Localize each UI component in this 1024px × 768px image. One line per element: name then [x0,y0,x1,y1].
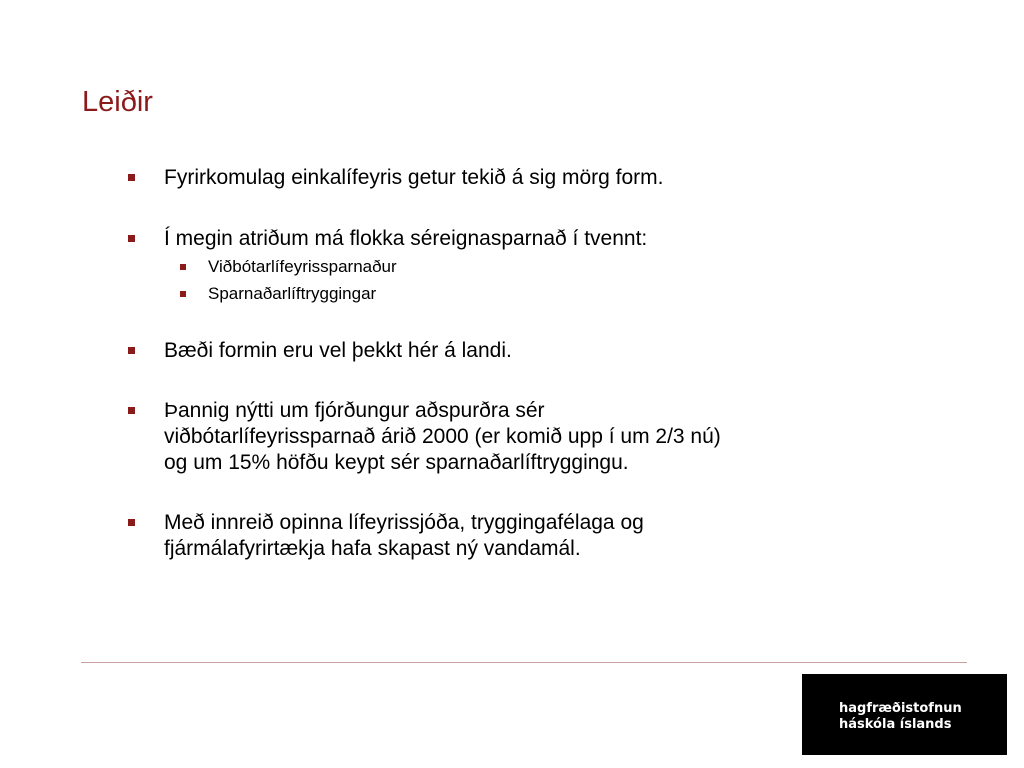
institution-logo [802,674,1007,755]
sub-bullet-text: Sparnaðarlíftryggingar [208,284,377,303]
slide-title: Leiðir [82,86,153,118]
bullet-text: Fyrirkomulag einkalífeyris getur tekið á sig mörg form. [164,166,664,189]
sub-bullet-text: Viðbótarlífeyrissparnaður [208,257,397,276]
square-bullet-icon [180,264,186,270]
logo-text-line: hagfræðistofnun [839,701,962,716]
square-bullet-icon [128,235,135,242]
square-bullet-icon [128,407,135,414]
bullet-text: Í megin atriðum má flokka séreignasparnað í tvennt: [164,227,648,250]
square-bullet-icon [180,291,186,297]
bullet-text: Þannig nýtti um fjórðungur aðspurðra sér viðbótarlífeyrissparnað árið 2000 (er komið upp í um 2/3 nú) og um 15% höfðu keypt sér sparnaðarlíftryggingu. [164,399,721,474]
footer-divider [81,662,967,663]
square-bullet-icon [128,519,135,526]
square-bullet-icon [128,174,135,181]
square-bullet-icon [128,347,135,354]
bullet-text: Bæði formin eru vel þekkt hér á landi. [164,339,512,362]
logo-text-line: háskóla íslands [839,717,952,732]
bullet-text: Með innreið opinna lífeyrissjóða, tryggingafélaga og fjármálafyrirtækja hafa skapast ný vandamál. [164,511,644,560]
